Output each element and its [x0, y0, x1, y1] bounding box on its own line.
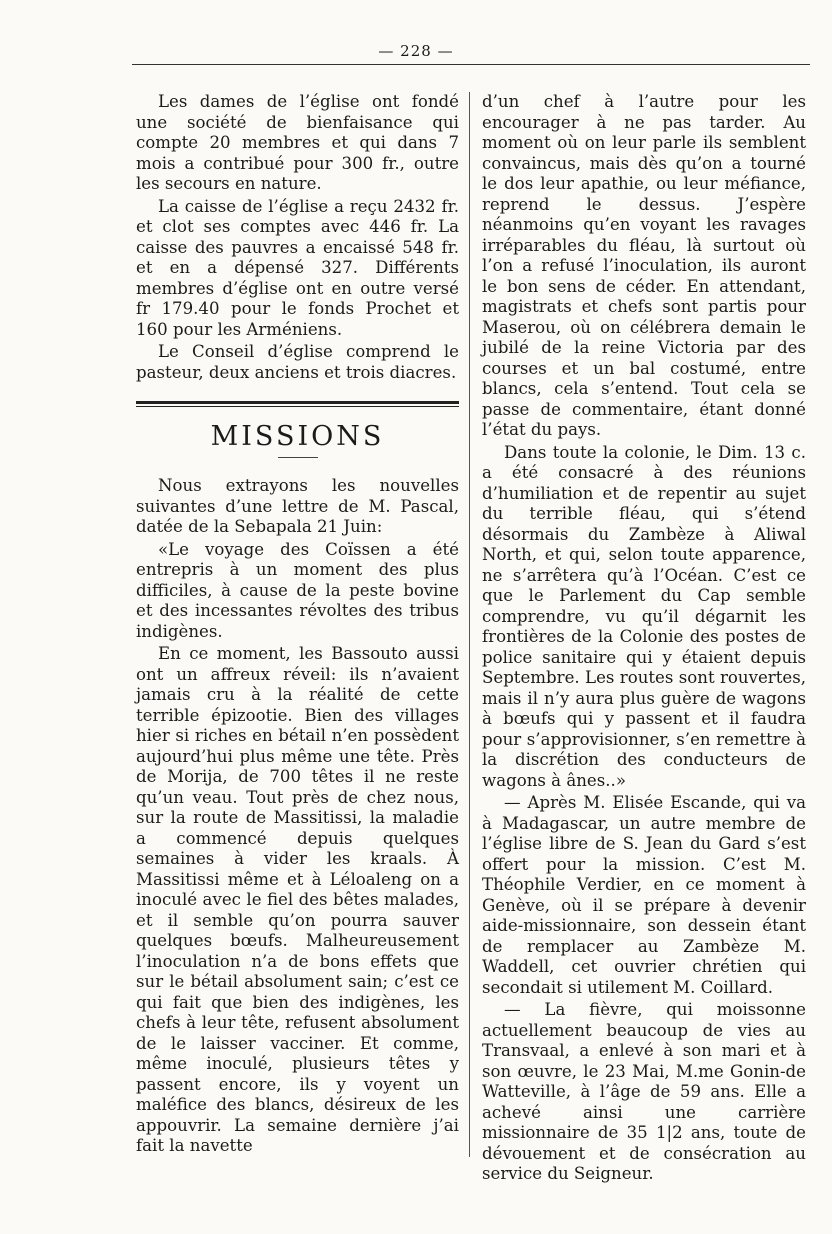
- paragraph-conseil: Le Conseil d’église comprend le pasteur, deux anciens et trois diacres.: [136, 342, 459, 382]
- paragraph-colonie: Dans toute la colonie, le Dim. 13 c. a été consacré à des réunions d’humiliation et de repentir au sujet du terrible fléau, qui s’étend désormais du Zambèze à Aliwal North, et qui, selon toute apparence, ne s’arrêtera qu’à l’Océan. C’est ce que le Parlement du Cap semble comprendre, vu qu’il dégarnit les frontières de la Colonie des postes de police sanitaire qui y étaient depuis Septembre. Les routes sont rouvertes, mais il n’y aura plus guère de wagons à bœufs qui y passent et il faudra pour s’approvisionner, s’en remettre à la discrétion des conducteurs de wagons à ânes..»: [482, 442, 806, 790]
- paragraph-fievre: — La fièvre, qui moissonne actuellement beaucoup de vies au Transvaal, a enlevé à son mari et à son œuvre, le 23 Mai, M.me Gonin-de Watteville, à l’âge de 59 ans. Elle a achevé ainsi une carrière missionnaire de 35 1|2 ans, toute de dévouement et de consécration au service du Seigneur.: [482, 1000, 806, 1183]
- paragraph-dames: Les dames de l’église ont fondé une société de bienfaisance qui compte 20 membres et qui dans 7 mois a contribué pour 300 fr., outre les secours en nature.: [136, 92, 459, 193]
- section-title: MISSIONS: [210, 421, 385, 452]
- header-rule: [132, 64, 810, 65]
- paragraph-voyage: «Le voyage des Coïssen a été entrepris à un moment des plus difficiles, à cause de la peste bovine et des incessantes révoltes des tribus indigènes.: [136, 539, 459, 641]
- paragraph-continued: d’un chef à l’autre pour les encourager à ne pas tarder. Au moment où on leur parle ils semblent convaincus, mais dès qu’on a tourné le dos leur apathie, ou leur méfiance, reprend le dessus. J’espère néanmoins qu’en voyant les ravages irréparables du fléau, là surtout où l’on a refusé l’inoculation, ils auront le bon sens de céder. En attendant, magistrats et chefs sont partis pour Maserou, où on célébrera demain le jubilé de la reine Victoria par des courses et un bal costumé, entre blancs, cela s’entend. Tout cela se passe de commentaire, étant donné l’état du pays.: [482, 92, 806, 439]
- left-column: [136, 92, 459, 1159]
- column-divider: [469, 92, 470, 1157]
- page-number: — 228 —: [378, 42, 454, 60]
- section-divider: [136, 401, 459, 407]
- paragraph-caisse: La caisse de l’église a reçu 2432 fr. et clot ses comptes avec 446 fr. La caisse des pauvres a encaissé 548 fr. et en a dépensé 327. Différents membres d’église ont en outre versé fr 179.40 pour le fonds Prochet et 160 pour les Arméniens.: [136, 196, 459, 339]
- paragraph-intro: Nous extrayons les nouvelles suivantes d’une lettre de M. Pascal, datée de la Sebapala 21 Juin:: [136, 476, 459, 536]
- paragraph-bassouto: En ce moment, les Bassouto aussi ont un affreux réveil: ils n’avaient jamais cru à la réalité de cette terrible épizootie. Bien des villages hier si riches en bétail n’en possèdent aujourd’hui plus même une tête. Près de Morija, de 700 têtes il ne reste qu’un veau. Tout près de chez nous, sur la route de Massitissi, la maladie a commencé depuis quelques semaines à vider les kraals. À Massitissi même et à Léloaleng on a inoculé avec le fiel des bêtes malades, et il semble qu’on pourra sauver quelques bœufs. Malheureusement l’inoculation n’a de bons effets que sur le bétail absolument sain; c’est ce qui fait que bien des indigènes, les chefs à leur tête, refusent absolument de le laisser vacciner. Et comme, même inoculé, plusieurs têtes y passent encore, ils y voyent un maléfice des blancs, désireux de les appouvrir. La semaine dernière j’ai fait la navette: [136, 644, 459, 1155]
- right-column: [482, 92, 806, 1187]
- title-flourish: [278, 457, 318, 458]
- paragraph-escande: — Après M. Elisée Escande, qui va à Madagascar, un autre membre de l’église libre de S. Jean du Gard s’est offert pour la mission. C’est M. Théophile Verdier, en ce moment à Genève, où il se prépare à devenir aide-missionnaire, son dessein étant de remplacer au Zambèze M. Waddell, cet ouvrier chrétien qui secondait si utilement M. Coillard.: [482, 793, 806, 997]
